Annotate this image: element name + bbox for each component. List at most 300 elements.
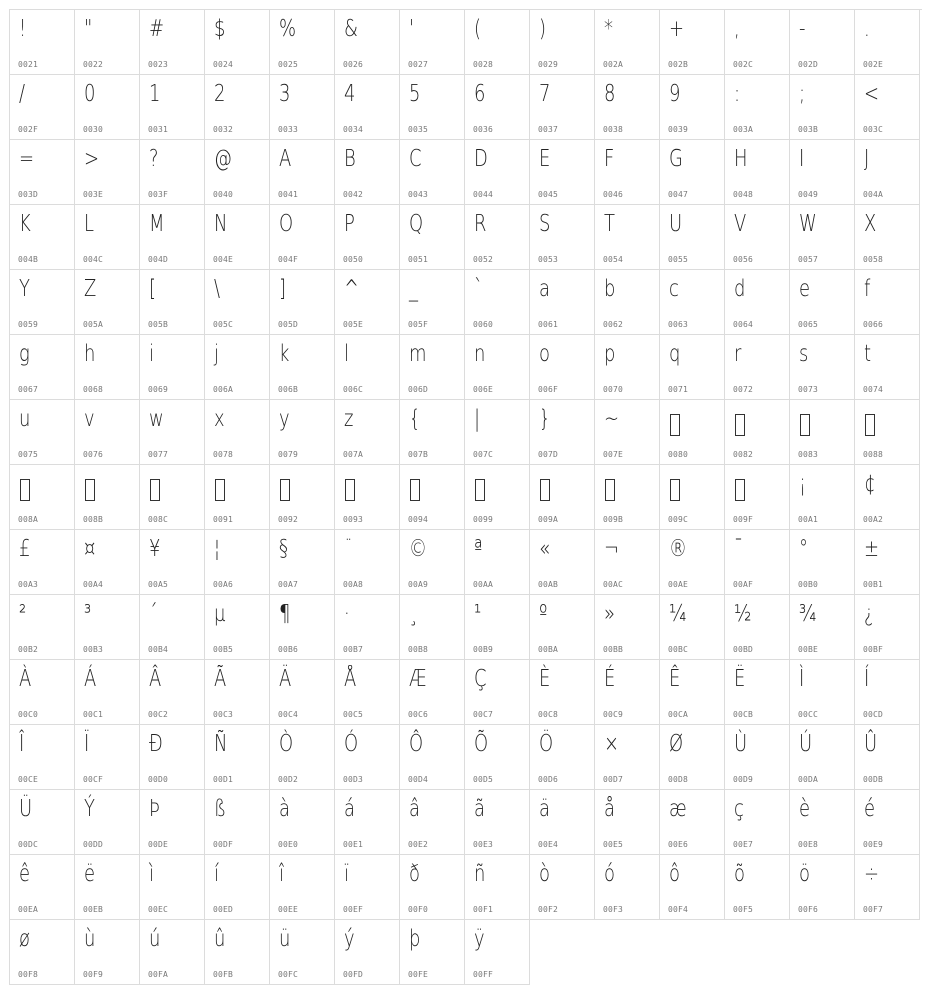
glyph-cell[interactable]	[270, 595, 335, 660]
glyph-cell[interactable]	[400, 205, 465, 270]
glyph-cell[interactable]	[855, 660, 920, 725]
glyph-cell[interactable]	[335, 660, 400, 725]
glyph-code: 0043	[408, 190, 429, 199]
glyph-cell[interactable]	[205, 855, 270, 920]
glyph-cell[interactable]	[660, 10, 725, 75]
glyph-cell[interactable]	[400, 465, 465, 530]
glyph-cell[interactable]	[10, 920, 75, 985]
glyph-cell[interactable]	[10, 205, 75, 270]
glyph-cell[interactable]	[530, 10, 595, 75]
glyph-cell[interactable]	[660, 335, 725, 400]
glyph-cell[interactable]	[270, 400, 335, 465]
glyph-cell[interactable]	[400, 10, 465, 75]
glyph-cell[interactable]	[10, 140, 75, 205]
glyph-cell[interactable]	[660, 855, 725, 920]
glyph-code: 00E9	[863, 840, 884, 849]
glyph-cell[interactable]	[10, 270, 75, 335]
glyph-cell[interactable]	[10, 790, 75, 855]
glyph-char: È	[539, 666, 551, 692]
glyph-cell[interactable]	[790, 270, 855, 335]
glyph-code: 0058	[863, 255, 884, 264]
glyph-cell[interactable]	[10, 530, 75, 595]
glyph-cell[interactable]	[75, 595, 140, 660]
glyph-cell[interactable]	[530, 205, 595, 270]
glyph-cell[interactable]	[465, 465, 530, 530]
glyph-cell[interactable]	[400, 725, 465, 790]
glyph-char: î	[279, 861, 284, 887]
glyph-cell[interactable]	[855, 335, 920, 400]
glyph-cell[interactable]	[595, 595, 660, 660]
glyph-cell[interactable]	[530, 140, 595, 205]
glyph-cell[interactable]	[530, 335, 595, 400]
glyph-code: 00EA	[18, 905, 39, 914]
glyph-cell[interactable]	[140, 75, 205, 140]
glyph-code: 0029	[538, 60, 559, 69]
glyph-cell[interactable]	[465, 335, 530, 400]
glyph-cell[interactable]	[10, 10, 75, 75]
glyph-cell[interactable]	[660, 140, 725, 205]
glyph-cell[interactable]	[75, 205, 140, 270]
glyph-cell[interactable]	[725, 660, 790, 725]
glyph-cell[interactable]	[595, 855, 660, 920]
glyph-cell[interactable]	[335, 920, 400, 985]
glyph-cell[interactable]	[205, 270, 270, 335]
glyph-cell[interactable]	[660, 75, 725, 140]
glyph-cell[interactable]	[790, 140, 855, 205]
glyph-cell[interactable]	[270, 530, 335, 595]
glyph-cell[interactable]	[725, 335, 790, 400]
glyph-char: {	[409, 406, 421, 432]
glyph-cell[interactable]	[465, 270, 530, 335]
glyph-cell[interactable]	[595, 335, 660, 400]
glyph-cell[interactable]	[790, 75, 855, 140]
glyph-cell[interactable]	[725, 10, 790, 75]
glyph-cell[interactable]	[725, 400, 790, 465]
glyph-cell[interactable]	[335, 465, 400, 530]
glyph-cell[interactable]	[530, 595, 595, 660]
glyph-char: ö	[799, 861, 810, 887]
glyph-cell[interactable]	[400, 660, 465, 725]
glyph-cell[interactable]	[530, 530, 595, 595]
glyph-code: 0076	[83, 450, 104, 459]
glyph-cell[interactable]	[725, 725, 790, 790]
glyph-code: 00B5	[213, 645, 234, 654]
glyph-char: l	[344, 341, 349, 367]
glyph-code: 00BB	[603, 645, 624, 654]
glyph-code: 0092	[278, 515, 299, 524]
glyph-cell[interactable]	[400, 75, 465, 140]
glyph-cell[interactable]	[465, 855, 530, 920]
glyph-cell[interactable]	[855, 270, 920, 335]
glyph-code: 003B	[798, 125, 819, 134]
glyph-char: Ô	[409, 731, 424, 757]
glyph-char: 7	[539, 81, 551, 107]
glyph-cell[interactable]	[270, 140, 335, 205]
glyph-cell[interactable]	[75, 335, 140, 400]
glyph-cell[interactable]	[465, 660, 530, 725]
glyph-cell[interactable]	[725, 465, 790, 530]
glyph-cell[interactable]	[725, 530, 790, 595]
glyph-cell[interactable]	[75, 10, 140, 75]
glyph-cell[interactable]	[335, 530, 400, 595]
glyph-cell[interactable]	[465, 10, 530, 75]
glyph-cell[interactable]	[205, 10, 270, 75]
glyph-cell[interactable]	[75, 75, 140, 140]
glyph-cell[interactable]	[465, 725, 530, 790]
glyph-char: 1	[149, 81, 161, 107]
glyph-cell[interactable]	[660, 270, 725, 335]
glyph-code: 00AF	[733, 580, 754, 589]
glyph-code: 006D	[408, 385, 429, 394]
glyph-cell[interactable]	[855, 205, 920, 270]
glyph-cell[interactable]	[465, 400, 530, 465]
glyph-code: 00E1	[343, 840, 364, 849]
glyph-code: 00D6	[538, 775, 559, 784]
glyph-cell[interactable]	[400, 400, 465, 465]
glyph-cell[interactable]	[205, 75, 270, 140]
glyph-char: ÿ	[474, 926, 485, 952]
glyph-cell[interactable]	[725, 270, 790, 335]
glyph-char: õ	[734, 861, 745, 887]
glyph-cell[interactable]	[530, 75, 595, 140]
glyph-code: 00DC	[18, 840, 39, 849]
glyph-code: 00F1	[473, 905, 494, 914]
glyph-char: ¬	[604, 536, 620, 562]
glyph-cell[interactable]	[855, 400, 920, 465]
glyph-cell[interactable]	[400, 530, 465, 595]
glyph-cell[interactable]	[400, 855, 465, 920]
glyph-code: 00AB	[538, 580, 559, 589]
glyph-char: û	[214, 926, 226, 952]
glyph-cell[interactable]	[855, 790, 920, 855]
glyph-cell[interactable]	[140, 595, 205, 660]
glyph-cell[interactable]	[205, 725, 270, 790]
glyph-char: £	[19, 536, 31, 562]
glyph-code: 0080	[668, 450, 689, 459]
glyph-cell[interactable]	[335, 855, 400, 920]
glyph-cell[interactable]	[790, 400, 855, 465]
glyph-cell[interactable]	[660, 790, 725, 855]
glyph-cell[interactable]	[855, 465, 920, 530]
missing-glyph-box	[865, 414, 875, 436]
glyph-cell[interactable]	[10, 660, 75, 725]
glyph-cell[interactable]	[140, 335, 205, 400]
glyph-cell[interactable]	[855, 75, 920, 140]
glyph-cell[interactable]	[725, 855, 790, 920]
glyph-cell[interactable]	[270, 10, 335, 75]
glyph-cell[interactable]	[10, 400, 75, 465]
glyph-cell[interactable]	[855, 855, 920, 920]
glyph-char: ´	[149, 601, 158, 627]
glyph-code: 0026	[343, 60, 364, 69]
glyph-cell[interactable]	[660, 205, 725, 270]
glyph-code: 0088	[863, 450, 884, 459]
glyph-cell[interactable]	[725, 140, 790, 205]
glyph-cell[interactable]	[140, 530, 205, 595]
glyph-cell[interactable]	[75, 400, 140, 465]
glyph-char: ,	[734, 16, 740, 42]
glyph-cell[interactable]	[790, 790, 855, 855]
glyph-char: j	[214, 341, 219, 367]
glyph-cell[interactable]	[855, 140, 920, 205]
glyph-cell[interactable]	[595, 660, 660, 725]
glyph-cell[interactable]	[205, 205, 270, 270]
glyph-cell[interactable]	[465, 205, 530, 270]
glyph-code: 0074	[863, 385, 884, 394]
glyph-cell[interactable]	[205, 140, 270, 205]
glyph-cell[interactable]	[140, 465, 205, 530]
glyph-cell[interactable]	[595, 140, 660, 205]
glyph-cell[interactable]	[205, 530, 270, 595]
glyph-cell[interactable]	[140, 790, 205, 855]
glyph-cell[interactable]	[270, 790, 335, 855]
glyph-cell[interactable]	[140, 270, 205, 335]
glyph-char: 3	[279, 81, 291, 107]
glyph-char: U	[669, 211, 683, 237]
glyph-cell[interactable]	[400, 140, 465, 205]
glyph-char: w	[149, 406, 164, 432]
glyph-cell[interactable]	[10, 595, 75, 660]
glyph-cell[interactable]	[270, 725, 335, 790]
glyph-cell[interactable]	[790, 10, 855, 75]
glyph-cell[interactable]	[140, 140, 205, 205]
glyph-cell[interactable]	[140, 660, 205, 725]
glyph-code: 00CD	[863, 710, 884, 719]
glyph-cell[interactable]	[75, 140, 140, 205]
glyph-cell[interactable]	[660, 530, 725, 595]
glyph-cell[interactable]	[335, 400, 400, 465]
glyph-code: 002E	[863, 60, 884, 69]
glyph-cell[interactable]	[595, 400, 660, 465]
glyph-cell[interactable]	[595, 725, 660, 790]
glyph-char: ª	[474, 536, 483, 562]
glyph-cell[interactable]	[660, 725, 725, 790]
glyph-cell[interactable]	[855, 595, 920, 660]
glyph-char: À	[19, 666, 32, 692]
glyph-cell[interactable]	[75, 855, 140, 920]
glyph-char: ú	[149, 926, 161, 952]
glyph-code: 00C7	[473, 710, 494, 719]
glyph-cell[interactable]	[595, 270, 660, 335]
glyph-char: #	[149, 16, 165, 42]
glyph-cell[interactable]	[855, 530, 920, 595]
glyph-cell[interactable]	[530, 270, 595, 335]
glyph-cell[interactable]	[140, 400, 205, 465]
glyph-cell[interactable]	[790, 855, 855, 920]
glyph-char: ¢	[864, 471, 876, 497]
glyph-code: 00E6	[668, 840, 689, 849]
glyph-cell[interactable]	[465, 920, 530, 985]
glyph-cell[interactable]	[725, 205, 790, 270]
glyph-cell[interactable]	[790, 205, 855, 270]
glyph-cell[interactable]	[660, 465, 725, 530]
glyph-cell[interactable]	[465, 790, 530, 855]
glyph-cell[interactable]	[335, 790, 400, 855]
glyph-cell[interactable]	[335, 270, 400, 335]
glyph-char: ù	[84, 926, 96, 952]
glyph-cell[interactable]	[335, 10, 400, 75]
glyph-code: 00D8	[668, 775, 689, 784]
glyph-char: W	[799, 211, 817, 237]
glyph-cell[interactable]	[530, 855, 595, 920]
character-map-grid	[9, 9, 922, 985]
glyph-cell[interactable]	[465, 140, 530, 205]
glyph-cell[interactable]	[530, 400, 595, 465]
glyph-code: 007D	[538, 450, 559, 459]
glyph-cell[interactable]	[75, 790, 140, 855]
glyph-cell[interactable]	[595, 10, 660, 75]
glyph-char: Y	[19, 276, 30, 302]
glyph-code: 00CA	[668, 710, 689, 719]
glyph-cell[interactable]	[205, 400, 270, 465]
glyph-char: +	[669, 16, 685, 42]
glyph-cell[interactable]	[10, 725, 75, 790]
glyph-cell[interactable]	[335, 75, 400, 140]
glyph-code: 0075	[18, 450, 39, 459]
glyph-cell[interactable]	[335, 595, 400, 660]
glyph-cell[interactable]	[725, 790, 790, 855]
glyph-cell[interactable]	[335, 140, 400, 205]
glyph-code: 00CC	[798, 710, 819, 719]
glyph-cell[interactable]	[465, 595, 530, 660]
glyph-cell[interactable]	[400, 790, 465, 855]
glyph-cell[interactable]	[205, 595, 270, 660]
glyph-cell[interactable]	[75, 725, 140, 790]
glyph-cell[interactable]	[595, 530, 660, 595]
glyph-code: 00BC	[668, 645, 689, 654]
glyph-cell[interactable]	[660, 400, 725, 465]
glyph-cell[interactable]	[660, 660, 725, 725]
glyph-cell[interactable]	[270, 465, 335, 530]
glyph-cell[interactable]	[270, 335, 335, 400]
glyph-cell[interactable]	[530, 465, 595, 530]
glyph-cell[interactable]	[595, 75, 660, 140]
glyph-code: 00DA	[798, 775, 819, 784]
glyph-char: å	[604, 796, 616, 822]
glyph-cell[interactable]	[790, 335, 855, 400]
glyph-cell[interactable]	[75, 530, 140, 595]
glyph-char: è	[799, 796, 811, 822]
glyph-code: 0067	[18, 385, 39, 394]
glyph-cell[interactable]	[140, 205, 205, 270]
glyph-code: 0070	[603, 385, 624, 394]
glyph-cell[interactable]	[595, 790, 660, 855]
glyph-cell[interactable]	[10, 75, 75, 140]
glyph-code: 0040	[213, 190, 234, 199]
glyph-cell[interactable]	[10, 855, 75, 920]
glyph-code: 00BD	[733, 645, 754, 654]
glyph-cell[interactable]	[595, 465, 660, 530]
glyph-cell[interactable]	[465, 75, 530, 140]
glyph-cell[interactable]	[790, 595, 855, 660]
glyph-char: »	[604, 601, 615, 627]
glyph-cell[interactable]	[205, 920, 270, 985]
missing-glyph-box	[150, 479, 160, 501]
glyph-cell[interactable]	[140, 10, 205, 75]
glyph-code: 00B0	[798, 580, 819, 589]
glyph-char: ì	[149, 861, 154, 887]
glyph-cell[interactable]	[790, 465, 855, 530]
glyph-code: 00D1	[213, 775, 234, 784]
glyph-char: ~	[604, 406, 620, 432]
glyph-char: Ý	[84, 796, 95, 822]
glyph-code: 005C	[213, 320, 234, 329]
glyph-code: 0059	[18, 320, 39, 329]
glyph-cell[interactable]	[140, 920, 205, 985]
glyph-cell[interactable]	[725, 595, 790, 660]
glyph-cell[interactable]	[335, 335, 400, 400]
glyph-cell[interactable]	[10, 335, 75, 400]
glyph-cell[interactable]	[595, 205, 660, 270]
glyph-cell[interactable]	[10, 465, 75, 530]
glyph-cell[interactable]	[660, 595, 725, 660]
glyph-code: 00E8	[798, 840, 819, 849]
glyph-char: _	[409, 276, 418, 302]
glyph-cell[interactable]	[530, 725, 595, 790]
glyph-code: 002B	[668, 60, 689, 69]
glyph-code: 005E	[343, 320, 364, 329]
glyph-code: 00FC	[278, 970, 299, 979]
glyph-char: o	[539, 341, 550, 367]
glyph-cell[interactable]	[205, 660, 270, 725]
glyph-cell[interactable]	[335, 725, 400, 790]
glyph-cell[interactable]	[400, 270, 465, 335]
glyph-cell[interactable]	[140, 855, 205, 920]
glyph-code: 005D	[278, 320, 299, 329]
glyph-cell[interactable]	[270, 920, 335, 985]
glyph-char: æ	[669, 796, 687, 822]
glyph-cell[interactable]	[75, 270, 140, 335]
glyph-cell[interactable]	[400, 920, 465, 985]
glyph-cell[interactable]	[335, 205, 400, 270]
glyph-cell[interactable]	[400, 335, 465, 400]
glyph-cell[interactable]	[530, 660, 595, 725]
glyph-char: g	[19, 341, 30, 367]
glyph-cell[interactable]	[465, 530, 530, 595]
glyph-char: @	[214, 146, 232, 172]
glyph-char: ç	[734, 796, 744, 822]
glyph-cell[interactable]	[790, 530, 855, 595]
glyph-cell[interactable]	[140, 725, 205, 790]
glyph-cell[interactable]	[855, 725, 920, 790]
glyph-cell[interactable]	[270, 205, 335, 270]
glyph-char: E	[539, 146, 551, 172]
glyph-code: 00CE	[18, 775, 39, 784]
glyph-cell[interactable]	[270, 660, 335, 725]
glyph-char: n	[474, 341, 486, 367]
glyph-cell[interactable]	[205, 465, 270, 530]
glyph-cell[interactable]	[725, 75, 790, 140]
glyph-char: b	[604, 276, 616, 302]
glyph-code: 00BE	[798, 645, 819, 654]
glyph-cell[interactable]	[75, 465, 140, 530]
glyph-cell[interactable]	[270, 75, 335, 140]
glyph-code: 006A	[213, 385, 234, 394]
glyph-cell[interactable]	[75, 660, 140, 725]
glyph-cell[interactable]	[75, 920, 140, 985]
glyph-char: Ú	[799, 731, 813, 757]
glyph-cell[interactable]	[400, 595, 465, 660]
glyph-code: 0052	[473, 255, 494, 264]
glyph-cell[interactable]	[790, 725, 855, 790]
glyph-cell[interactable]	[270, 855, 335, 920]
glyph-cell[interactable]	[270, 270, 335, 335]
glyph-cell[interactable]	[790, 660, 855, 725]
glyph-cell[interactable]	[205, 335, 270, 400]
glyph-cell[interactable]	[205, 790, 270, 855]
glyph-cell[interactable]	[530, 790, 595, 855]
glyph-cell[interactable]	[855, 10, 920, 75]
